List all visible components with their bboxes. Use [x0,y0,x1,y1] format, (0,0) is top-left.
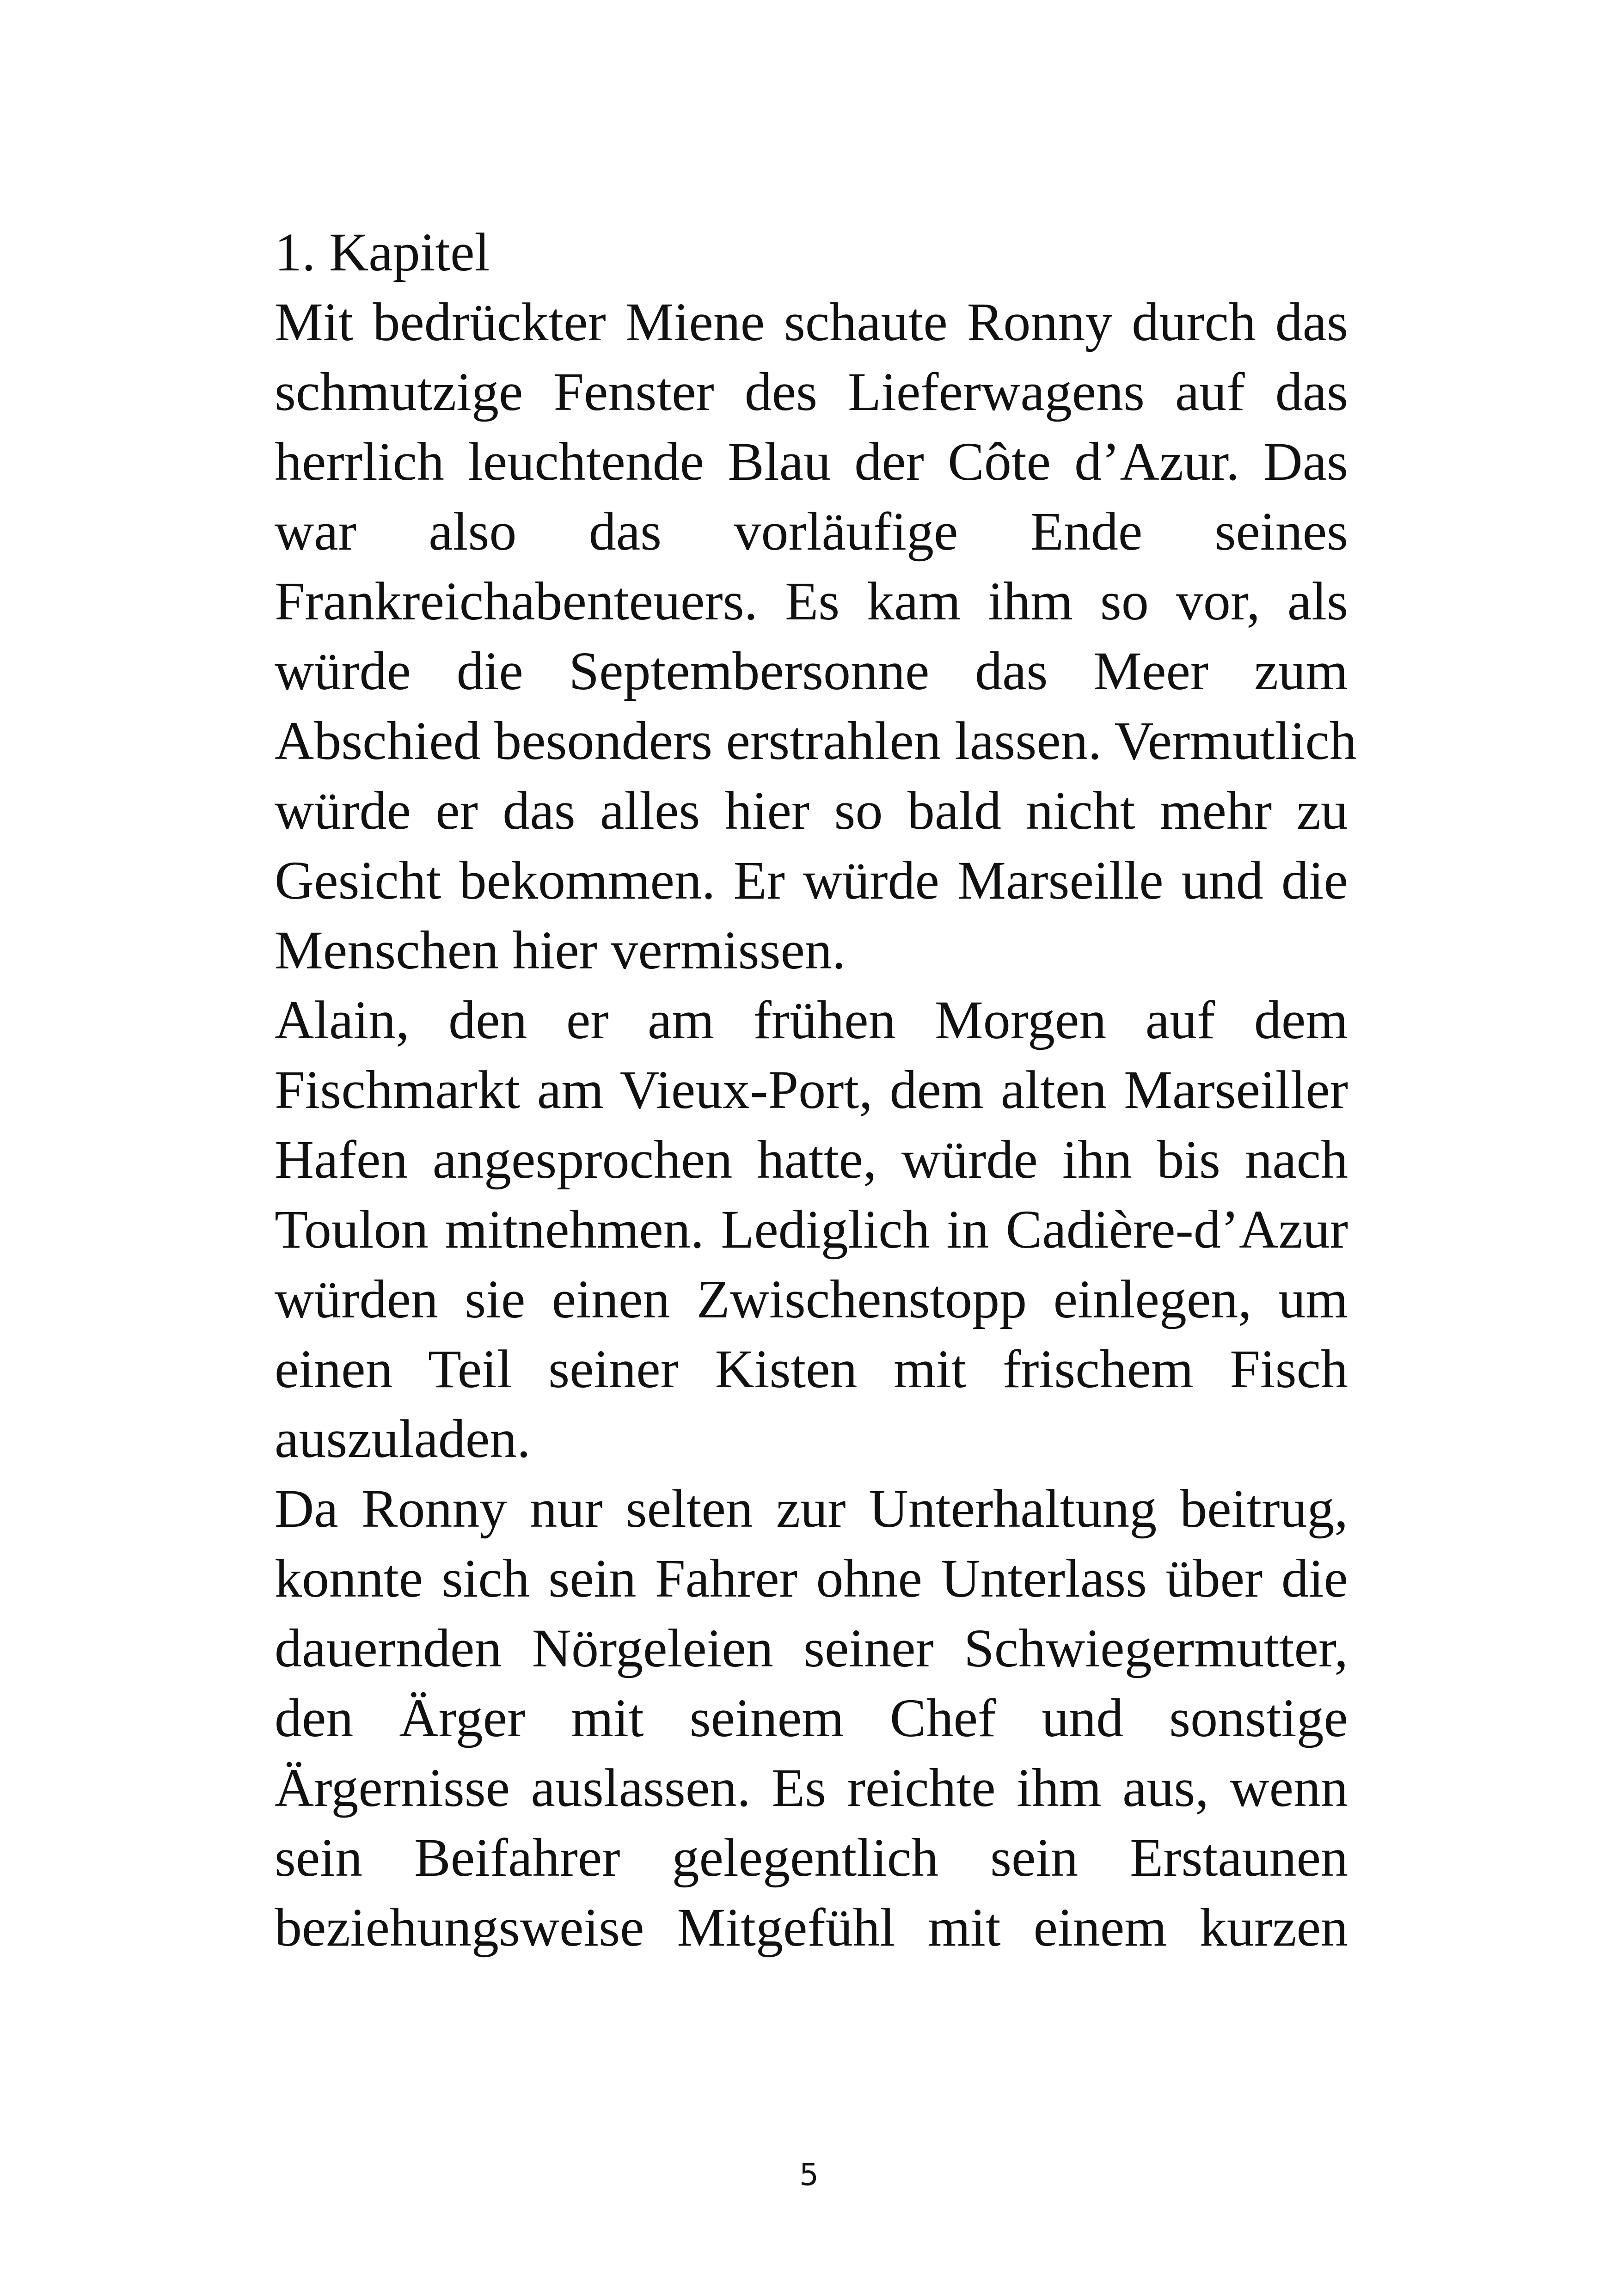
paragraph-2 [275,985,1348,1474]
text-line: Mit bedrückter Miene schaute Ronny durch das [275,292,1348,352]
text-line: sein Beifahrer gelegentlich sein Erstaunen [275,1827,1348,1888]
text-line: Toulon mitnehmen. Lediglich in Cadière-d’Azur [275,1199,1348,1260]
text-line: war also das vorläufige Ende seines [275,501,1348,562]
text-line: beziehungsweise Mitgefühl mit einem kurzen [275,1897,1348,1958]
text-line: schmutzige Fenster des Lieferwagens auf das [275,361,1348,422]
body-text [275,217,1357,1962]
text-line: Alain, den er am frühen Morgen auf dem [275,990,1348,1050]
paragraph-1 [275,287,1357,985]
text-line: den Ärger mit seinem Chef und sonstige [275,1688,1348,1748]
text-line: Menschen hier vermissen. [275,920,846,980]
text-line: Abschied besonders erstrahlen lassen. Vermutlich [275,710,1357,771]
text-line: Hafen angesprochen hatte, würde ihn bis nach [275,1129,1348,1190]
text-line: würde die Septembersonne das Meer zum [275,641,1348,701]
text-line: Da Ronny nur selten zur Unterhaltung beitrug, [275,1478,1348,1539]
text-line: Frankreichabenteuers. Es kam ihm so vor, als [275,571,1348,631]
text-line: Fischmarkt am Vieux-Port, dem alten Marseiller [275,1059,1348,1120]
text-line: dauernden Nörgeleien seiner Schwiegermutter, [275,1618,1348,1678]
text-line: einen Teil seiner Kisten mit frischem Fisch [275,1339,1348,1399]
text-line: würde er das alles hier so bald nicht mehr zu [275,780,1348,841]
page-number: 5 [799,2157,819,2192]
text-line: konnte sich sein Fahrer ohne Unterlass über die [275,1548,1348,1609]
paragraph-3 [275,1474,1348,1962]
text-line: Gesicht bekommen. Er würde Marseille und die [275,850,1348,911]
text-line: Ärgernisse auslassen. Es reichte ihm aus, wenn [275,1757,1348,1818]
text-line: würden sie einen Zwischenstopp einlegen, um [275,1269,1348,1329]
text-line: auszuladen. [275,1408,531,1469]
text-line: herrlich leuchtende Blau der Côte d’Azur. Das [275,431,1348,492]
chapter-title: 1. Kapitel [275,222,490,282]
